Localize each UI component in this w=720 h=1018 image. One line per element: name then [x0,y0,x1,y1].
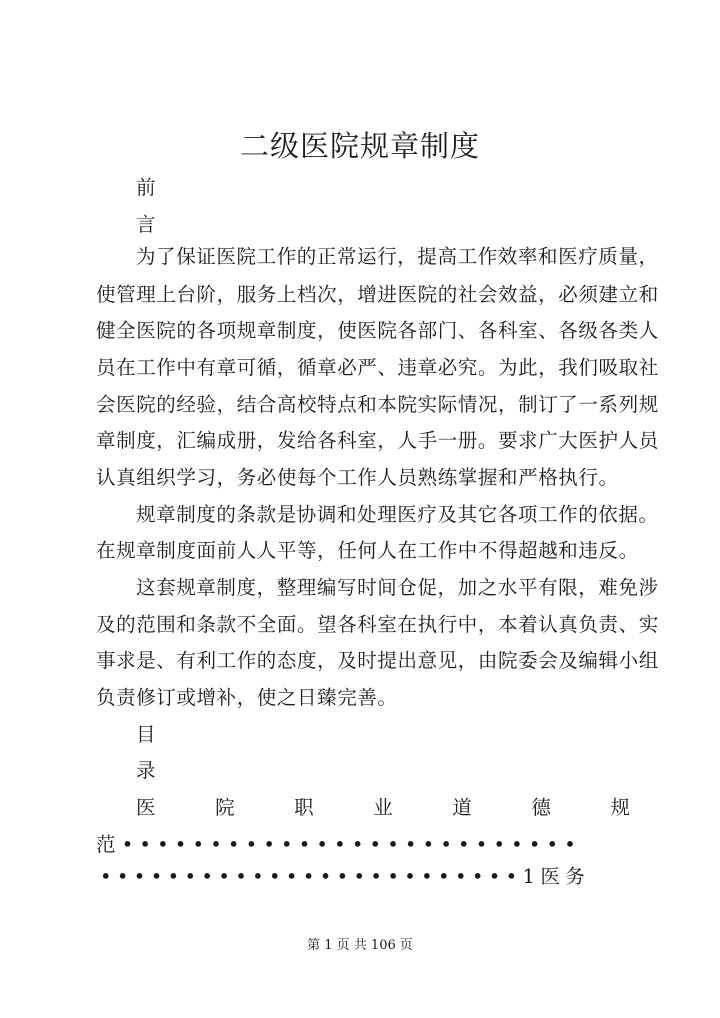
toc-entry-char: 业 [373,796,393,819]
toc-entry-char: 医 [136,796,156,819]
toc-entry-char: 德 [531,796,551,819]
text-line: 认真组织学习，务必使每个工作人员熟练掌握和严格执行。 [96,466,619,489]
toc-entry-char: 职 [294,796,314,819]
text-line: 负责修订或增补，使之日臻完善。 [96,686,398,709]
text-line: 会医院的经验，结合高校特点和本院实际情况，制订了一系列规 [96,393,659,416]
text-line: 健全医院的各项规章制度，使医院各部门、各科室、各级各类人 [96,319,659,342]
document-title: 二级医院规章制度 [239,129,480,163]
text-line: 在规章制度面前人人平等，任何人在工作中不得超越和违反。 [96,539,639,562]
text-line: 规章制度的条款是协调和处理医疗及其它各项工作的依据。 [136,503,659,526]
text-line: 事求是、有利工作的态度，及时提出意见，由院委会及编辑小组 [96,649,659,672]
text-line: 为了保证医院工作的正常运行，提高工作效率和医疗质量， [136,245,659,268]
text-line: 及的范围和条款不全面。望各科室在执行中，本着认真负责、实 [96,613,659,636]
toc-heading-char-2: 录 [136,759,157,782]
toc-entry-leader-line: 范•••••••••••••••••••••••••• [96,833,582,856]
toc-entry-leader-page-line: •••••••••••••••••••••••••1医务 [100,865,591,888]
preface-heading-char-2: 言 [136,213,157,236]
toc-heading-char-1: 目 [136,723,157,746]
toc-entry-char: 道 [452,796,472,819]
toc-entry-char: 院 [215,796,235,819]
text-line: 使管理上台阶，服务上档次，增进医院的社会效益，必须建立和 [96,283,659,306]
text-line: 这套规章制度，整理编写时间仓促，加之水平有限，难免涉 [136,576,659,599]
page-footer: 第 1 页 共 106 页 [307,938,413,953]
preface-heading-char-1: 前 [136,176,157,199]
text-line: 章制度，汇编成册，发给各科室，人手一册。要求广大医护人员 [96,429,659,452]
toc-entry-first-line [136,793,630,823]
text-line: 员在工作中有章可循，循章必严、违章必究。为此，我们吸取社 [96,356,659,379]
toc-entry-char: 规 [610,796,630,819]
